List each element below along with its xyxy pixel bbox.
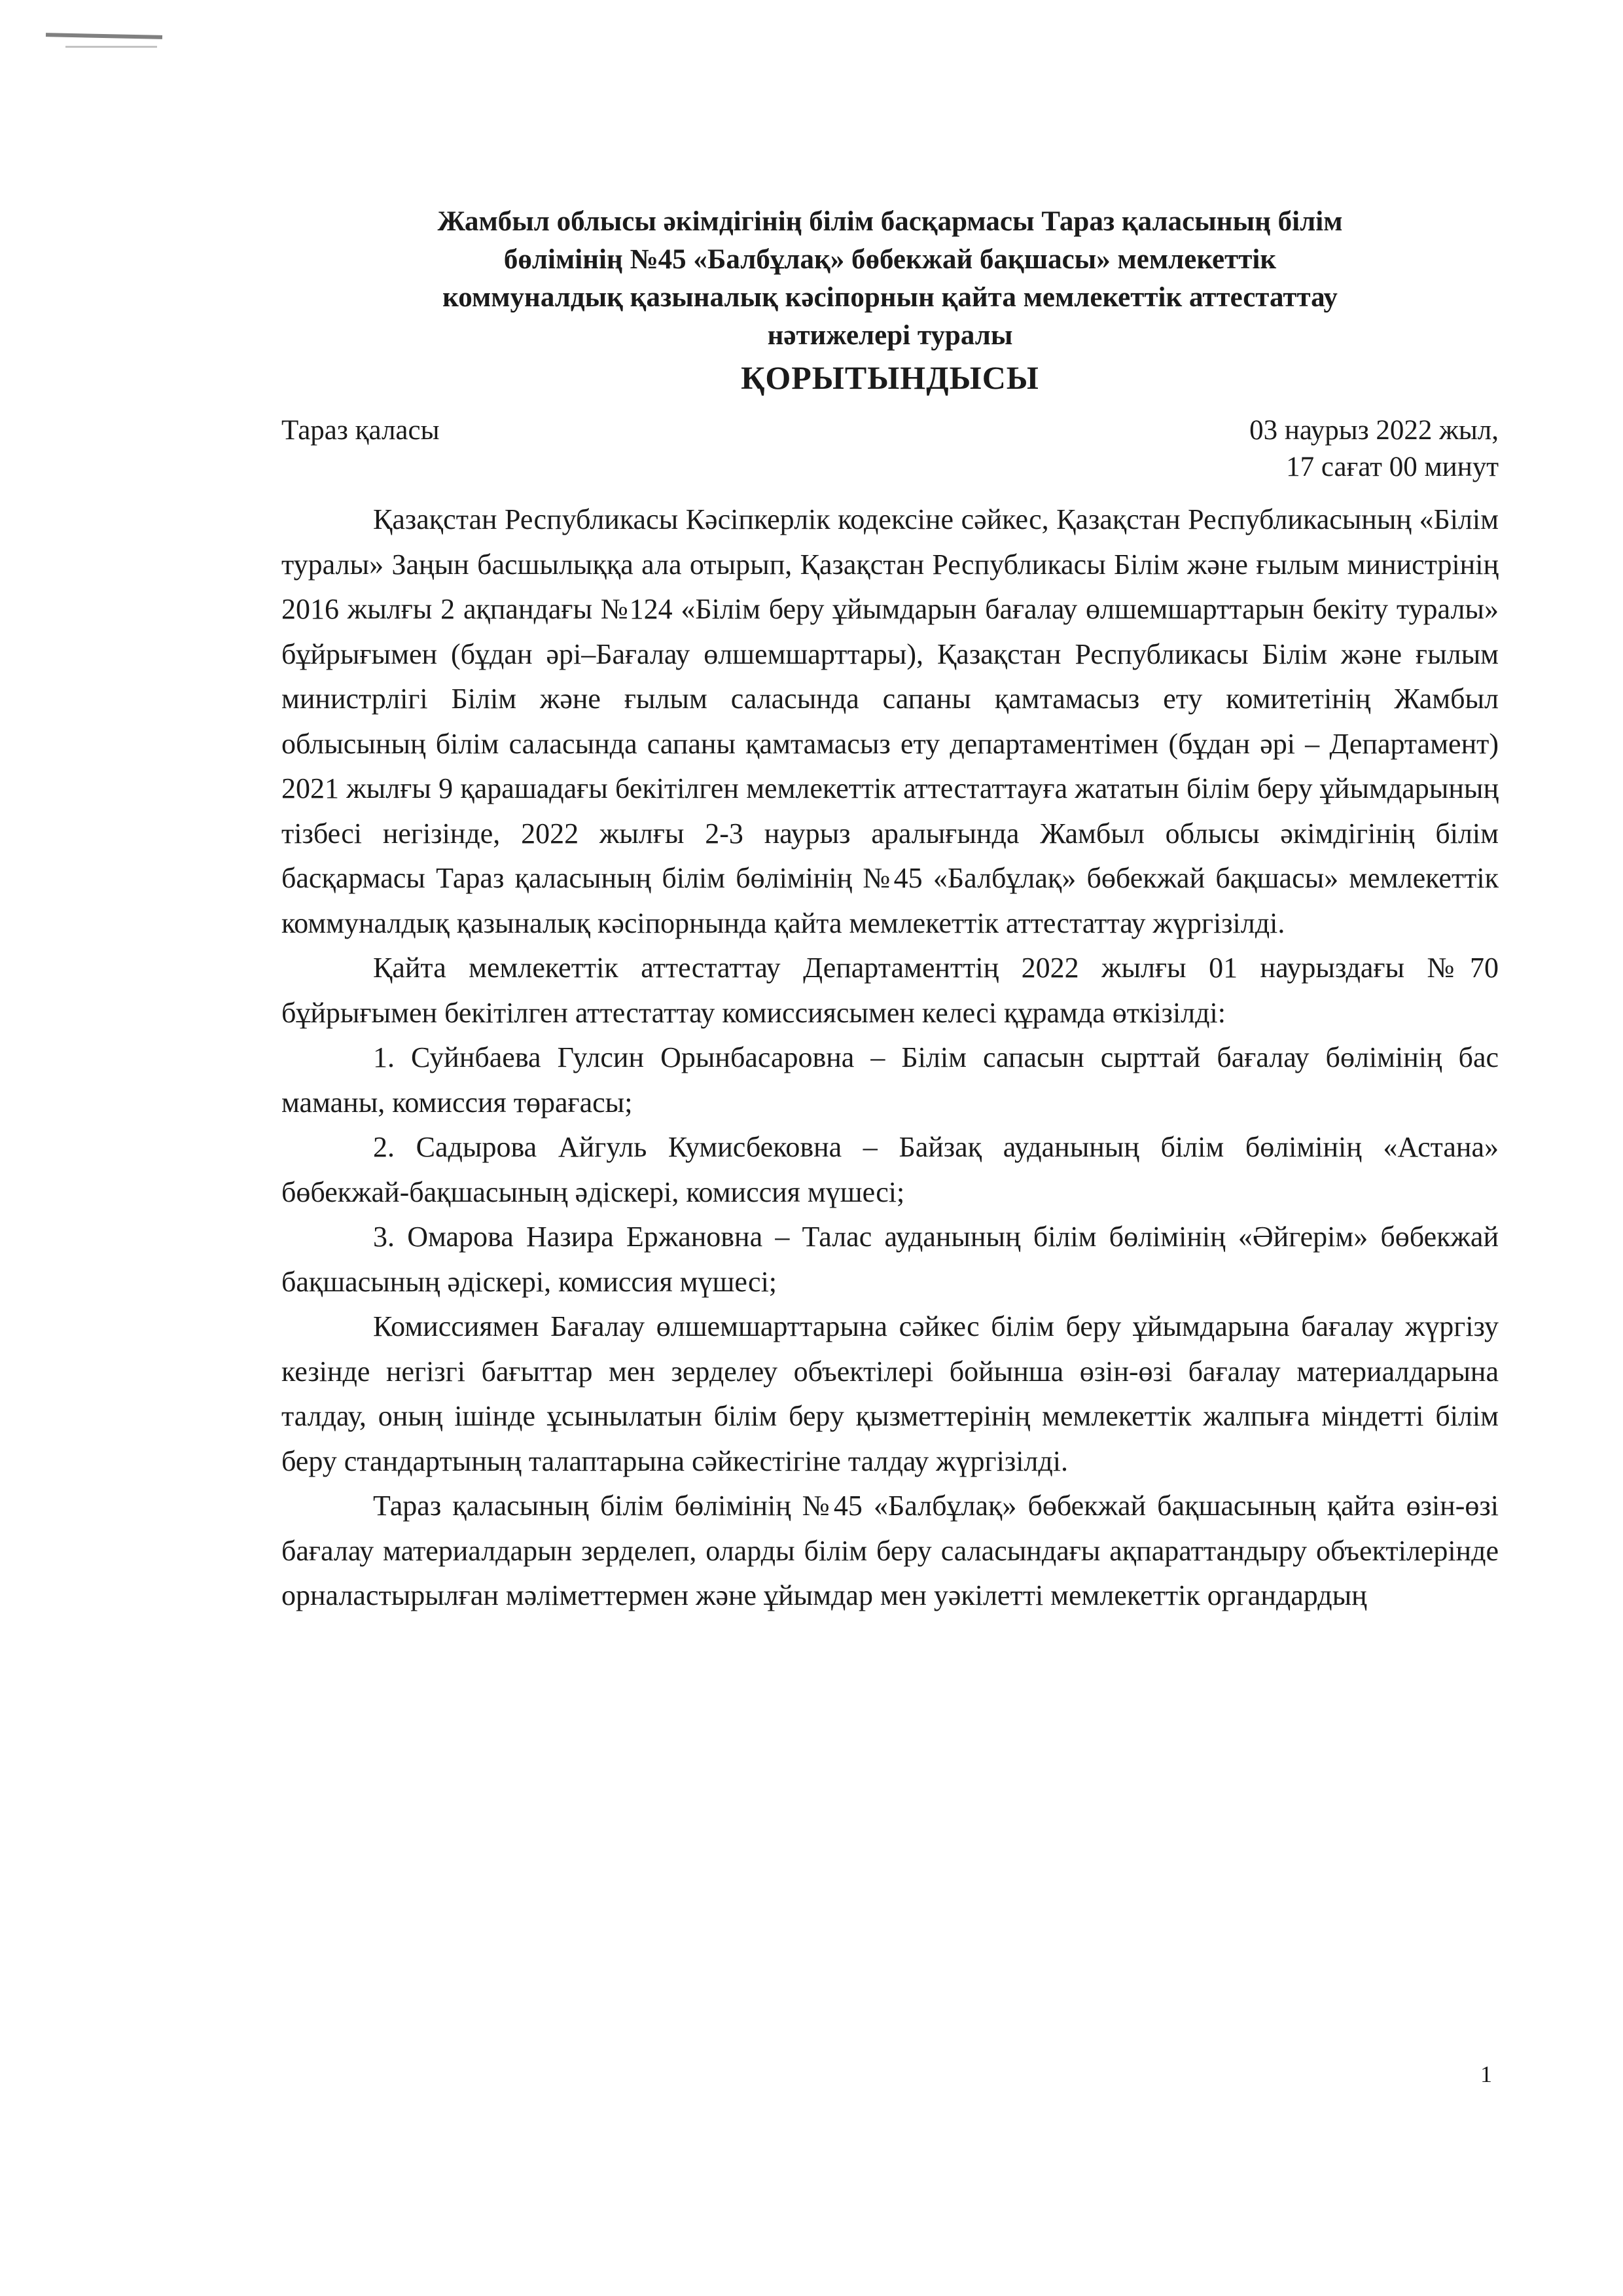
scan-artifact-line [46,33,162,39]
title-line-1: Жамбыл облысы әкімдігінің білім басқармасы Тараз қаласының білім [437,206,1343,237]
commission-member-3: 3. Омарова Назира Ержановна – Талас ауданының білім бөлімінің «Әйгерім» бөбекжай бақшасының әдіскері, комиссия мүшесі; [281,1221,1499,1298]
page-number: 1 [1480,2061,1492,2087]
document-heading: ҚОРЫТЫНДЫСЫ [741,359,1039,396]
paragraph-commission-intro: Қайта мемлекеттік аттестаттау Департаменттің 2022 жылғы 01 наурыздағы №70 бұйрығымен бекітілген аттестаттау комиссиясымен келесі құрамда өткізілді: [281,952,1499,1029]
document-title [281,203,1499,355]
place-and-date [281,412,1499,497]
title-line-2: бөлімінің №45 «Балбұлақ» бөбекжай бақшасы» мемлекеттік [503,244,1277,275]
commission-member-2: 2. Садырова Айгуль Кумисбековна – Байзақ ауданының білім бөлімінің «Астана» бөбекжай-бақшасының әдіскері, комиссия мүшесі; [281,1131,1499,1208]
document-page [281,203,1499,1619]
paragraph-materials: Тараз қаласының білім бөлімінің №45 «Балбұлақ» бөбекжай бақшасының қайта өзін-өзі бағалау материалдарын зерделеп, оларды білім беру саласындағы ақпараттандыру объектілерінде орналастырылған мәліметтермен және ұйымдар мен уәкілетті мемлекеттік органдардың [281,1490,1499,1611]
title-line-3: коммуналдық қазыналық кәсіпорнын қайта мемлекеттік аттестаттау [442,282,1338,313]
time-line: 17 сағат 00 минут [1286,452,1499,482]
date-line: 03 наурыз 2022 жыл, [1249,415,1499,446]
title-line-4: нәтижелері туралы [767,320,1013,351]
paragraph-analysis: Комиссиямен Бағалау өлшемшарттарына сәйкес білім беру ұйымдарына бағалау жүргізу кезінде негізгі бағыттар мен зерделеу объектілері бойынша өзін-өзі бағалау материалдарына талдау, оның ішінде ұсынылатын білім беру қызметтерінің мемлекеттік жалпыға міндетті білім беру стандартының талаптарына сәйкестігіне талдау жүргізілді. [281,1310,1499,1477]
paragraph-legal-basis: Қазақстан Республикасы Кәсіпкерлік кодексіне сәйкес, Қазақстан Республикасының «Білім туралы» Заңын басшылыққа ала отырып, Қазақстан Республикасы Білім және ғылым министрінің 2016 жылғы 2 ақпандағы №124 «Білім беру ұйымдарын бағалау өлшемшарттарын бекіту туралы» бұйрығымен (бұдан әрі–Бағалау өлшемшарттары), Қазақстан Республикасы Білім және ғылым министрлігі Білім және ғылым саласында сапаны қамтамасыз ету комитетінің Жамбыл облысының білім саласында сапаны қамтамасыз ету департаментімен (бұдан әрі – Департамент) 2021 жылғы 9 қарашадағы бекітілген мемлекеттік аттестаттауға жататын білім беру ұйымдарының тізбесі негізінде, 2022 жылғы 2-3 наурыз аралығында Жамбыл облысы әкімдігінің білім басқармасы Тараз қаласының білім бөлімінің №45 «Балбұлақ» бөбекжай бақшасы» мемлекеттік коммуналдық қазыналық кәсіпорнында қайта мемлекеттік аттестаттау жүргізілді. [281,503,1499,939]
place-label: Тараз қаласы [281,415,440,446]
scan-artifact-line-secondary [65,46,157,48]
date-block [1249,412,1499,486]
commission-member-1: 1. Суйнбаева Гулсин Орынбасаровна – Білім сапасын сырттай бағалау бөлімінің бас маманы, комиссия төрағасы; [281,1041,1499,1119]
